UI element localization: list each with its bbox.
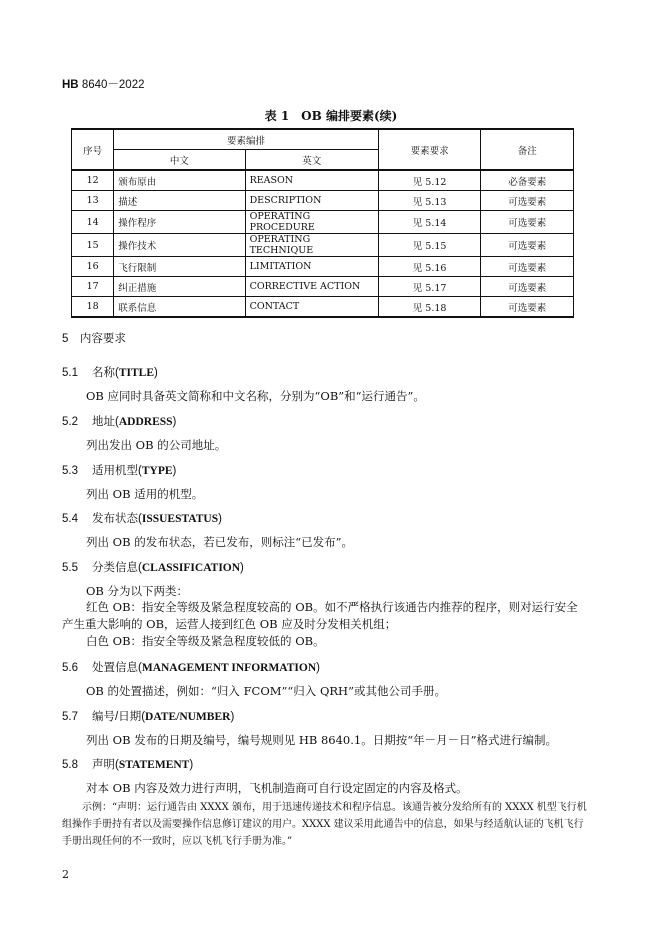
row-req: 见 5.13 bbox=[378, 191, 481, 211]
section-5-8-text: 对本 OB 内容及效力进行声明，飞机制造商可自行设定固定的内容及格式。 bbox=[86, 781, 468, 795]
row-req: 见 5.16 bbox=[378, 257, 481, 277]
section-5-5-text-2b: 产生重大影响的 OB，运营人接到红色 OB 应及时分发相关机组； bbox=[62, 617, 397, 631]
row-en: OPERATING PROCEDURE bbox=[245, 211, 378, 234]
row-seq: 13 bbox=[72, 191, 114, 211]
col-en: 英文 bbox=[245, 150, 378, 171]
standard-number: 8640－2022 bbox=[78, 79, 145, 91]
section-5-1-text: OB 应同时具备英文简称和中文名称，分别为“OB”和“运行通告”。 bbox=[86, 389, 425, 403]
section-5-4-heading: 5.4 发布状态(ISSUESTATUS) bbox=[62, 513, 222, 525]
table-row bbox=[72, 277, 574, 297]
row-seq: 14 bbox=[72, 211, 114, 234]
example-line-2: 组操作手册持有者以及需要操作信息修订建议的用户。XXXX 建议采用此通告中的信息，如果与经适航认证的飞机飞行 bbox=[62, 819, 584, 830]
section-5-3-text: 列出 OB 适用的机型。 bbox=[86, 487, 204, 501]
row-req: 见 5.15 bbox=[378, 234, 481, 257]
example-line-3: 手册出现任何的不一致时，应以飞机飞行手册为准。” bbox=[62, 836, 293, 847]
row-note: 可选要素 bbox=[481, 211, 574, 234]
row-req: 见 5.17 bbox=[378, 277, 481, 297]
table-row bbox=[72, 211, 574, 234]
row-note: 可选要素 bbox=[481, 191, 574, 211]
row-zh: 联系信息 bbox=[114, 297, 245, 318]
document-header bbox=[62, 76, 145, 92]
section-5-5-text-3: 白色 OB：指安全等级及紧急程度较低的 OB。 bbox=[86, 634, 325, 648]
row-req: 见 5.14 bbox=[378, 211, 481, 234]
section-5-5-text-1: OB 分为以下两类： bbox=[86, 584, 189, 598]
row-zh: 颁布原由 bbox=[114, 170, 245, 191]
row-en: DESCRIPTION bbox=[245, 191, 378, 211]
row-zh: 描述 bbox=[114, 191, 245, 211]
table-row bbox=[72, 234, 574, 257]
row-zh: 操作程序 bbox=[114, 211, 245, 234]
row-zh: 纠正措施 bbox=[114, 277, 245, 297]
row-req: 见 5.12 bbox=[378, 170, 481, 191]
col-note: 备注 bbox=[481, 129, 574, 170]
standard-code: HB bbox=[62, 79, 79, 91]
section-5-1-heading: 5.1 名称(TITLE) bbox=[62, 367, 158, 379]
col-zh: 中文 bbox=[114, 150, 245, 171]
row-seq: 12 bbox=[72, 170, 114, 191]
row-en: CORRECTIVE ACTION bbox=[245, 277, 378, 297]
section-5-5-heading: 5.5 分类信息(CLASSIFICATION) bbox=[62, 562, 244, 574]
section-5-7-heading: 5.7 编号/日期(DATE/NUMBER) bbox=[62, 711, 235, 723]
row-en: REASON bbox=[245, 170, 378, 191]
row-en: CONTACT bbox=[245, 297, 378, 318]
row-note: 可选要素 bbox=[481, 257, 574, 277]
section-5-3-heading: 5.3 适用机型(TYPE) bbox=[62, 465, 177, 477]
section-5-2-text: 列出发出 OB 的公司地址。 bbox=[86, 438, 227, 452]
col-seq: 序号 bbox=[72, 129, 114, 170]
row-seq: 18 bbox=[72, 297, 114, 318]
row-note: 可选要素 bbox=[481, 277, 574, 297]
table-row bbox=[72, 170, 574, 191]
row-seq: 16 bbox=[72, 257, 114, 277]
section-5-4-text: 列出 OB 的发布状态，若已发布，则标注“已发布”。 bbox=[86, 535, 353, 549]
row-note: 必备要素 bbox=[481, 170, 574, 191]
section-5-heading: 5 内容要求 bbox=[62, 333, 126, 345]
section-5-6-heading: 5.6 处置信息(MANAGEMENT INFORMATION) bbox=[62, 662, 320, 674]
col-group: 要素编排 bbox=[114, 129, 379, 150]
section-5-6-text: OB 的处置描述，例如：“归入 FCOM”“归入 QRH”或其他公司手册。 bbox=[86, 684, 446, 698]
table-row bbox=[72, 191, 574, 211]
ob-elements-table bbox=[71, 128, 574, 318]
row-en: OPERATING TECHNIQUE bbox=[245, 234, 378, 257]
section-5-2-heading: 5.2 地址(ADDRESS) bbox=[62, 416, 177, 428]
col-req: 要素要求 bbox=[378, 129, 481, 170]
row-zh: 飞行限制 bbox=[114, 257, 245, 277]
table-caption: 表 1 OB 编排要素(续) bbox=[264, 109, 398, 123]
section-5-5-text-2a: 红色 OB：指安全等级及紧急程度较高的 OB。如不严格执行该通告内推荐的程序，则对运行安全 bbox=[86, 600, 578, 614]
row-zh: 操作技术 bbox=[114, 234, 245, 257]
section-5-7-text: 列出 OB 发布的日期及编号，编号规则见 HB 8640.1。日期按“年－月－日”格式进行编制。 bbox=[86, 733, 557, 747]
example-line-1: 示例：“声明：运行通告由 XXXX 颁布，用于迅速传递技术和程序信息。该通告被分发给所有的 XXXX 机型飞行机 bbox=[82, 802, 587, 813]
row-note: 可选要素 bbox=[481, 297, 574, 318]
row-seq: 17 bbox=[72, 277, 114, 297]
row-seq: 15 bbox=[72, 234, 114, 257]
section-5-8-heading: 5.8 声明(STATEMENT) bbox=[62, 759, 194, 771]
table-row bbox=[72, 257, 574, 277]
page-number: 2 bbox=[62, 868, 69, 881]
row-note: 可选要素 bbox=[481, 234, 574, 257]
table-row bbox=[72, 297, 574, 318]
row-en: LIMITATION bbox=[245, 257, 378, 277]
row-req: 见 5.18 bbox=[378, 297, 481, 318]
